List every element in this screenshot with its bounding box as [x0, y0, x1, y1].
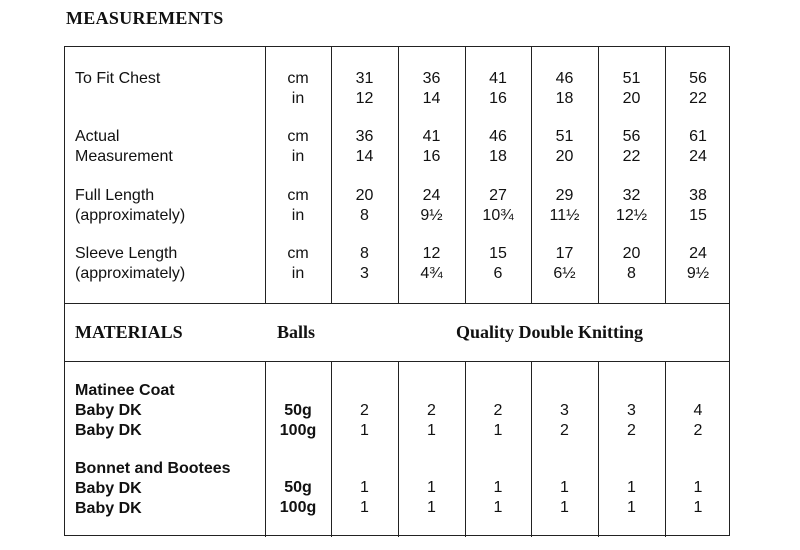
material-value: 1 1: [427, 479, 436, 516]
material-value: 1 1: [360, 479, 369, 516]
balls-heading: Balls: [277, 322, 316, 342]
measurement-value: 17 6½: [553, 245, 576, 282]
material-label: Matinee Coat Baby DK Baby DK: [75, 382, 175, 439]
measurement-value: 41 16: [489, 70, 507, 107]
measurement-value: 38 15: [689, 187, 707, 224]
material-value: 2 1: [493, 402, 503, 439]
measurement-value: 61 24: [689, 128, 707, 165]
measurement-label: Actual Measurement: [75, 128, 173, 165]
material-value: 2 1: [427, 402, 436, 439]
measurement-value: 46 18: [489, 128, 507, 165]
yarn-quality-heading: Quality Double Knitting: [456, 322, 644, 342]
material-weights: 50g 100g: [279, 479, 317, 516]
material-value: 2 1: [360, 402, 369, 439]
measurement-label: Full Length (approximately): [75, 187, 186, 224]
materials-title: MATERIALS: [75, 322, 183, 342]
measurement-value: 20 8: [355, 187, 374, 224]
measurement-value: 56 22: [622, 128, 641, 165]
measurement-value: 15 6: [489, 245, 507, 282]
material-value: 1 1: [493, 479, 503, 516]
material-value: 1 1: [693, 479, 703, 516]
measurement-units: cm in: [287, 70, 309, 107]
measurement-value: 31 12: [355, 70, 374, 107]
material-value: 1 1: [627, 479, 636, 516]
measurement-value: 51 20: [555, 128, 574, 165]
measurement-value: 29 11½: [549, 187, 580, 224]
measurement-value: 24 9½: [686, 245, 710, 282]
material-value: 4 2: [693, 402, 703, 439]
row-divider: [65, 303, 729, 304]
row-divider: [65, 361, 729, 362]
measurement-value: 36 14: [355, 128, 374, 165]
measurement-units: cm in: [287, 128, 309, 165]
measurement-value: 51 20: [622, 70, 641, 107]
measurement-units: cm in: [287, 245, 309, 282]
measurement-value: 24 9½: [420, 187, 443, 224]
measurement-value: 20 8: [622, 245, 641, 282]
measurement-value: 32 12½: [615, 187, 648, 224]
measurement-value: 8 3: [360, 245, 369, 282]
measurement-label: Sleeve Length (approximately): [75, 245, 186, 282]
material-value: 1 1: [560, 479, 569, 516]
measurements-table: [64, 46, 730, 536]
material-weights: 50g 100g: [279, 402, 317, 439]
material-value: 3 2: [627, 402, 636, 439]
measurement-value: 41 16: [422, 128, 441, 165]
material-value: 3 2: [560, 402, 569, 439]
measurement-value: 36 14: [422, 70, 441, 107]
measurement-units: cm in: [287, 187, 309, 224]
measurement-value: 27 10¾: [482, 187, 514, 224]
measurement-value: 56 22: [689, 70, 707, 107]
measurement-value: 12 4¾: [420, 245, 443, 282]
page-title: MEASUREMENTS: [66, 8, 224, 28]
material-label: Bonnet and Bootees Baby DK Baby DK: [75, 460, 231, 517]
measurement-label: To Fit Chest: [75, 70, 161, 87]
measurement-value: 46 18: [555, 70, 574, 107]
